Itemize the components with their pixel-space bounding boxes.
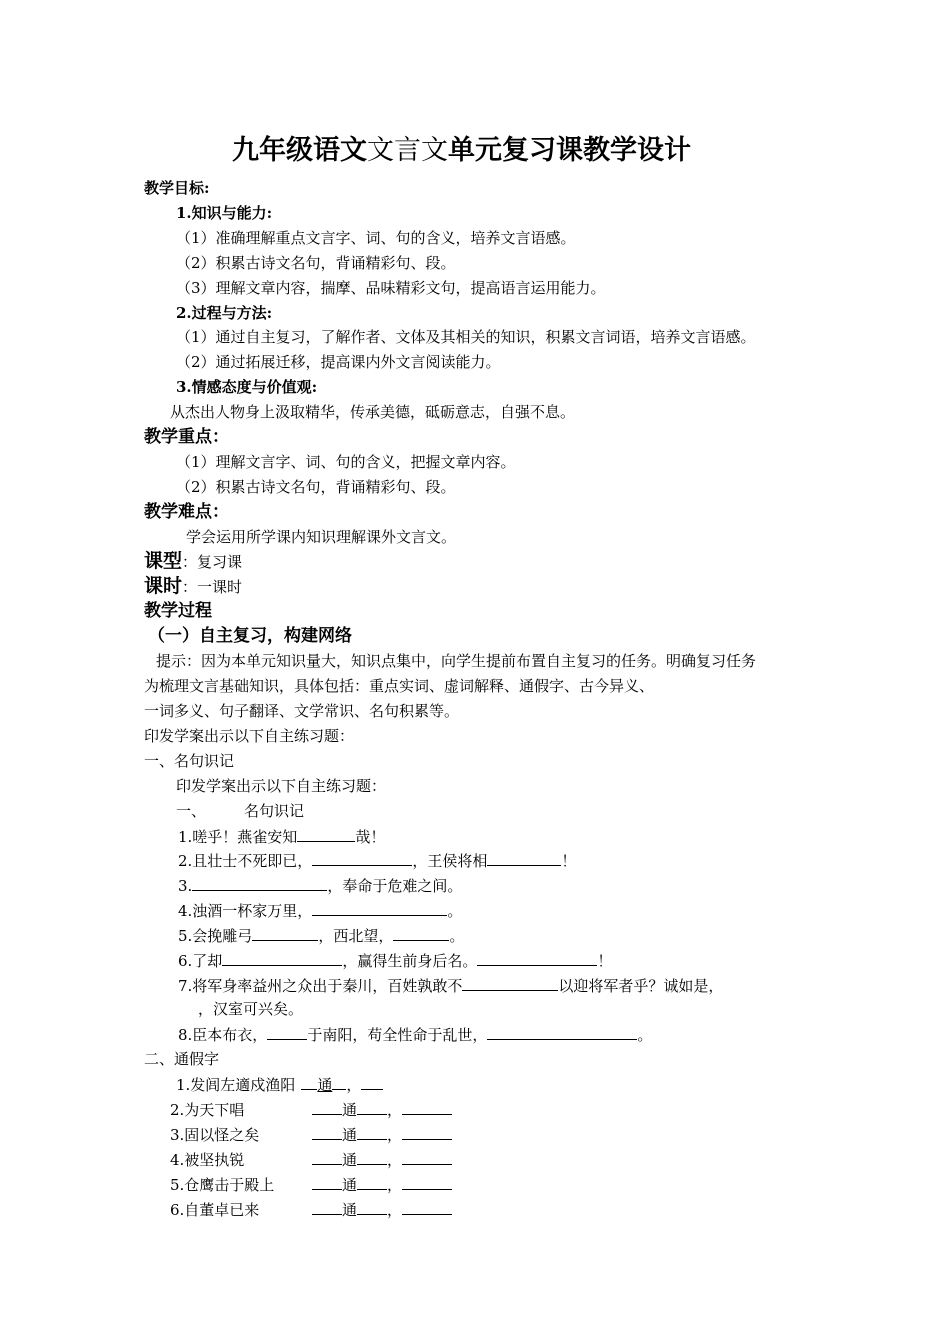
quote-question-6 <box>178 950 612 971</box>
title-part3: 单元复习课教学设计 <box>448 135 691 166</box>
objective-1-item-2: （2）积累古诗文名句，背诵精彩句、段。 <box>176 254 456 272</box>
tongjia-item-1 <box>176 1074 383 1095</box>
subheading-title: 名句识记 <box>244 802 305 820</box>
answer-blank[interactable] <box>312 850 412 866</box>
question-text: 以迎将军者乎？诚如是， <box>558 977 724 995</box>
comma: ， <box>387 1101 403 1119</box>
answer-blank[interactable] <box>301 1074 317 1090</box>
tongjia-item-4 <box>170 1149 452 1170</box>
title-part2: 文言文 <box>367 135 448 166</box>
quote-question-3 <box>178 875 462 896</box>
question-text: 。 <box>637 1026 653 1044</box>
answer-blank[interactable] <box>222 950 342 966</box>
question-text: ，西北望， <box>318 927 394 945</box>
key-point-1: （1）理解文言字、词、句的含义，把握文章内容。 <box>176 453 516 471</box>
comma: ， <box>387 1126 403 1144</box>
tong-label: 通 <box>342 1101 358 1119</box>
quote-question-1 <box>178 826 385 847</box>
answer-blank[interactable] <box>252 925 318 941</box>
tong-label: 通 <box>342 1201 358 1219</box>
answer-blank[interactable] <box>332 1074 346 1090</box>
subheading-number: 一、 <box>176 802 207 820</box>
objective-2-item-1: （1）通过自主复习，了解作者、文体及其相关的知识，积累文言词语，培养文言语感。 <box>176 328 756 346</box>
question-text: 1.嗟乎！燕雀安知 <box>178 828 298 846</box>
question-text: 。 <box>449 927 465 945</box>
quote-question-5 <box>178 925 464 946</box>
quote-question-8 <box>178 1024 652 1045</box>
answer-blank[interactable] <box>357 1099 387 1115</box>
comma: ， <box>387 1201 403 1219</box>
difficulty-heading: 教学难点： <box>144 502 229 522</box>
page-title <box>232 134 691 168</box>
objective-2-item-2: （2）通过拓展迁移，提高课内外文言阅读能力。 <box>176 353 501 371</box>
answer-blank[interactable] <box>402 1199 452 1215</box>
tongjia-text: 4.被坚执锐 <box>170 1151 245 1169</box>
answer-blank[interactable] <box>462 975 558 991</box>
question-text: 4.浊酒一杯家万里， <box>178 902 313 920</box>
course-time-sep: ： <box>182 578 198 596</box>
answer-blank[interactable] <box>297 826 355 842</box>
quote-question-7 <box>178 975 723 996</box>
answer-blank[interactable] <box>312 1149 342 1165</box>
tongjia-text: 6.自董卓已来 <box>170 1201 260 1219</box>
quote-question-7-cont: ，汉室可兴矣。 <box>198 1000 304 1018</box>
question-text: ，奉命于危难之间。 <box>327 877 463 895</box>
question-text: 。 <box>447 902 463 920</box>
question-text: 7.将军身率益州之众出于秦川，百姓孰敢不 <box>178 977 463 995</box>
process-heading: 教学过程 <box>144 601 212 621</box>
title-part1: 九年级语文 <box>232 135 367 166</box>
section-1-subheading <box>176 801 304 821</box>
answer-blank[interactable] <box>487 850 561 866</box>
answer-blank[interactable] <box>312 1099 342 1115</box>
process-hint-line-3: 一词多义、句子翻译、文学常识、名句积累等。 <box>144 702 460 720</box>
question-text: ！ <box>597 952 613 970</box>
print-note: 印发学案出示以下自主练习题： <box>144 727 355 745</box>
answer-blank[interactable] <box>402 1124 452 1140</box>
objective-3-text: 从杰出人物身上汲取精华，传承美德，砥砺意志，自强不息。 <box>170 403 576 421</box>
comma: ， <box>387 1176 403 1194</box>
key-points-heading: 教学重点： <box>144 427 229 447</box>
question-text: ，王侯将相 <box>412 852 488 870</box>
question-text: 于南阳，苟全性命于乱世， <box>307 1026 488 1044</box>
answer-blank[interactable] <box>267 1024 307 1040</box>
answer-blank[interactable] <box>357 1199 387 1215</box>
answer-blank[interactable] <box>402 1149 452 1165</box>
section-1-heading: 一、名句识记 <box>144 752 235 770</box>
tongjia-text: 2.为天下唱 <box>170 1101 245 1119</box>
question-text: ！ <box>561 852 577 870</box>
tongjia-item-2 <box>170 1099 452 1120</box>
process-hint-line-2: 为梳理文言基础知识，具体包括：重点实词、虚词解释、通假字、古今异义、 <box>144 677 655 695</box>
question-text: 3. <box>178 877 193 895</box>
course-type-sep: ： <box>182 553 198 571</box>
question-text: 5.会挽雕弓 <box>178 927 253 945</box>
quote-question-2 <box>178 850 576 871</box>
answer-blank[interactable] <box>361 1074 383 1090</box>
answer-blank[interactable] <box>312 900 447 916</box>
answer-blank[interactable] <box>477 950 597 966</box>
answer-blank[interactable] <box>192 875 327 891</box>
answer-blank[interactable] <box>402 1174 452 1190</box>
course-time-value: 一课时 <box>197 578 243 596</box>
course-type-value: 复习课 <box>197 553 243 571</box>
objective-2-heading: 2.过程与方法: <box>176 304 273 322</box>
answer-blank[interactable] <box>312 1174 342 1190</box>
question-text: 2.且壮士不死即已， <box>178 852 313 870</box>
objective-1-heading: 1.知识与能力: <box>176 204 273 222</box>
section-1-print-note: 印发学案出示以下自主练习题： <box>176 777 387 795</box>
course-time-label: 课时 <box>144 575 183 597</box>
course-type <box>144 551 242 572</box>
tong-label: 通 <box>342 1126 358 1144</box>
course-type-label: 课型 <box>144 550 183 572</box>
tong-label: 通 <box>342 1151 358 1169</box>
tong-label: 通 <box>317 1076 333 1094</box>
question-text: 6.了却 <box>178 952 223 970</box>
tongjia-text: 3.固以怪之矣 <box>170 1126 260 1144</box>
comma: ， <box>387 1151 403 1169</box>
key-point-2: （2）积累古诗文名句，背诵精彩句、段。 <box>176 478 456 496</box>
objective-3-heading: 3.情感态度与价值观: <box>176 378 318 396</box>
objectives-heading: 教学目标: <box>144 179 210 197</box>
process-hint-line-1: 提示：因为本单元知识量大，知识点集中，向学生提前布置自主复习的任务。明确复习任务 <box>156 652 757 670</box>
course-time <box>144 576 242 597</box>
question-text: 哉！ <box>355 828 386 846</box>
tongjia-text: 5.仓鹰击于殿上 <box>170 1176 275 1194</box>
difficulty-text: 学会运用所学课内知识理解课外文言文。 <box>186 528 457 546</box>
answer-blank[interactable] <box>357 1149 387 1165</box>
tongjia-item-5 <box>170 1174 452 1195</box>
section-2-heading: 二、通假字 <box>144 1050 220 1068</box>
answer-blank[interactable] <box>402 1099 452 1115</box>
question-text: ，赢得生前身后名。 <box>342 952 478 970</box>
tongjia-item-6 <box>170 1199 452 1220</box>
tong-label: 通 <box>342 1176 358 1194</box>
quote-question-4 <box>178 900 462 921</box>
answer-blank[interactable] <box>312 1199 342 1215</box>
answer-blank[interactable] <box>393 925 449 941</box>
process-step-1: （一）自主复习，构建网络 <box>148 626 352 646</box>
answer-blank[interactable] <box>357 1174 387 1190</box>
objective-1-item-3: （3）理解文章内容，揣摩、品味精彩文句，提高语言运用能力。 <box>176 279 606 297</box>
answer-blank[interactable] <box>312 1124 342 1140</box>
tongjia-item-3 <box>170 1124 452 1145</box>
tongjia-text: 1.发闾左適戍渔阳 <box>176 1076 296 1094</box>
question-text: 8.臣本布衣， <box>178 1026 268 1044</box>
answer-blank[interactable] <box>357 1124 387 1140</box>
objective-1-item-1: （1）准确理解重点文言字、词、句的含义，培养文言语感。 <box>176 229 576 247</box>
comma: ， <box>346 1076 362 1094</box>
answer-blank[interactable] <box>487 1024 637 1040</box>
